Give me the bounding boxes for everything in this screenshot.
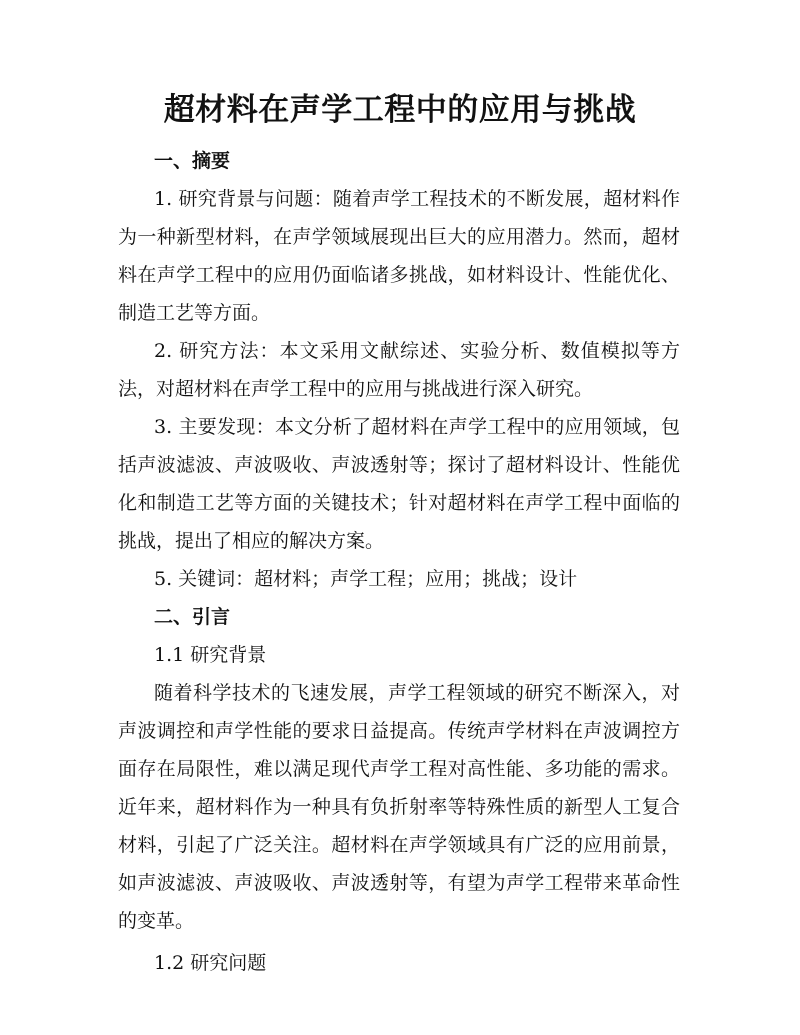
section-heading-abstract: 一、摘要	[154, 150, 231, 172]
abstract-item-background: 1. 研究背景与问题：随着声学工程技术的不断发展，超材料作为一种新型材料，在声学领域展现出巨大的应用潜力。然而，超材料在声学工程中的应用仍面临诸多挑战，如材料设计、性能优化、制造工艺等方面。	[118, 188, 680, 324]
section-heading-introduction: 二、引言	[154, 606, 231, 628]
subsection-heading-research-question: 1.2 研究问题	[154, 952, 267, 974]
abstract-item-findings: 3. 主要发现：本文分析了超材料在声学工程中的应用领域，包括声波滤波、声波吸收、声波透射等；探讨了超材料设计、性能优化和制造工艺等方面的关键技术；针对超材料在声学工程中面临的挑战，提出了相应的解决方案。	[118, 416, 680, 552]
document-title: 超材料在声学工程中的应用与挑战	[163, 92, 637, 128]
abstract-item-keywords: 5. 关键词：超材料；声学工程；应用；挑战；设计	[154, 568, 578, 590]
subsection-heading-background: 1.1 研究背景	[154, 644, 267, 666]
document-body	[118, 142, 680, 982]
introduction-background-paragraph: 随着科学技术的飞速发展，声学工程领域的研究不断深入，对声波调控和声学性能的要求日益提高。传统声学材料在声波调控方面存在局限性，难以满足现代声学工程对高性能、多功能的需求。近年来，超材料作为一种具有负折射率等特殊性质的新型人工复合材料，引起了广泛关注。超材料在声学领域具有广泛的应用前景，如声波滤波、声波吸收、声波透射等，有望为声学工程带来革命性的变革。	[118, 682, 680, 932]
abstract-item-methods: 2. 研究方法：本文采用文献综述、实验分析、数值模拟等方法，对超材料在声学工程中的应用与挑战进行深入研究。	[118, 340, 680, 400]
